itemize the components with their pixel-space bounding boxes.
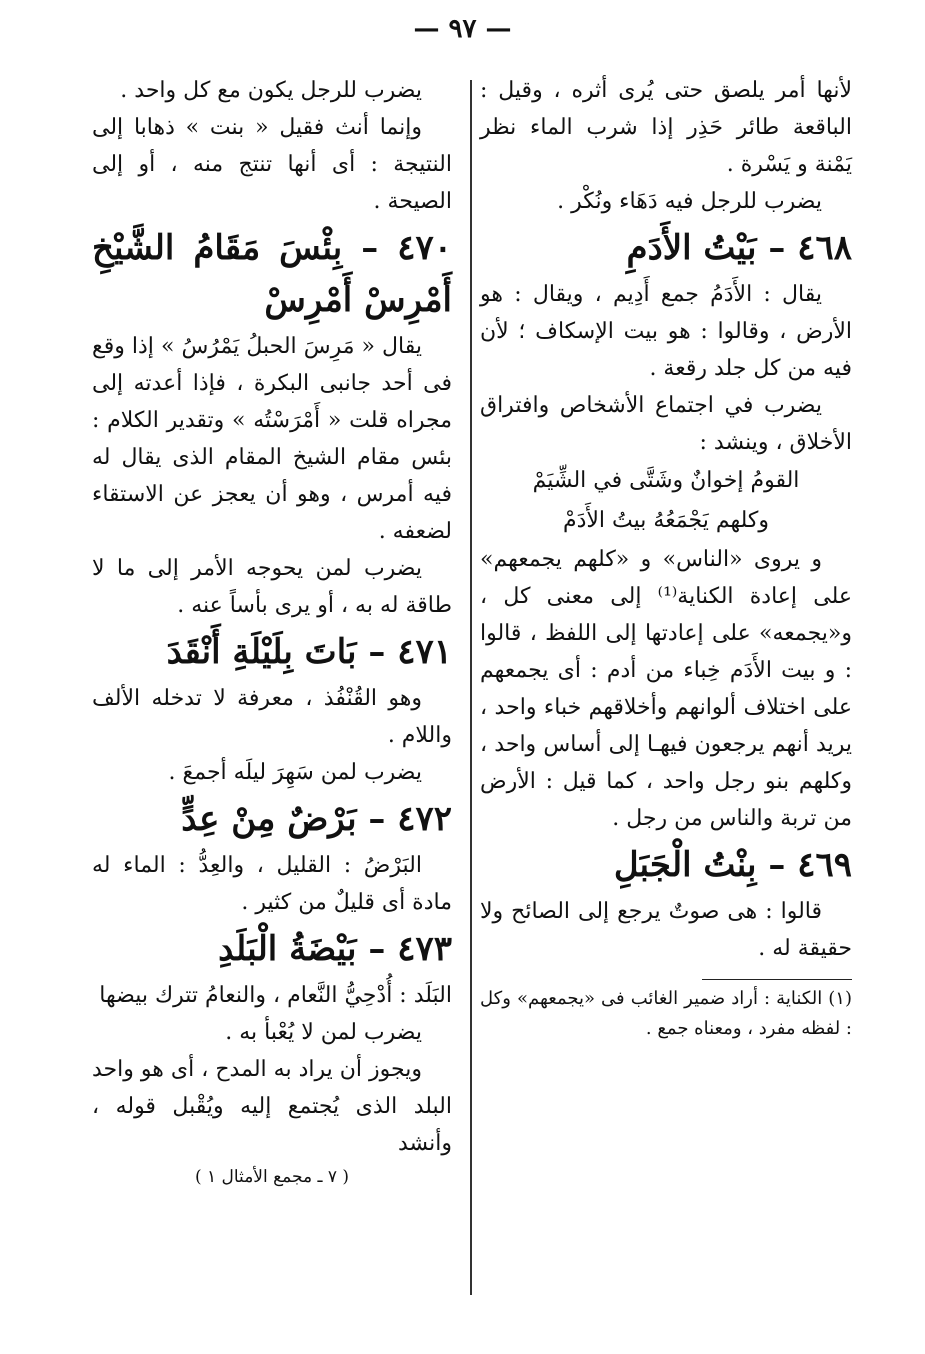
entry-heading-468: ٤٦٨ – بَيْتُ الأَدَمِ bbox=[626, 228, 852, 268]
paragraph: يضرب لمن سَهِرَ ليلَه أجمعَ . bbox=[168, 760, 422, 785]
entry-heading-470: ٤٧٠ – بِئْسَ مَقَامُ الشَّيْخِ أَمْرِسْ أَمْرِسْ bbox=[92, 228, 452, 320]
left-column bbox=[92, 72, 452, 1190]
signature-mark: ( ٧ ـ مجمع الأمثال ١ ) bbox=[194, 1167, 350, 1187]
paragraph: يقال : الأَدَمُ جمع أَدِيم ، ويقال : هو الأرض ، وقالوا : هو بيت الإسكاف ؛ لأن فيه من كل جلد رقعة . bbox=[480, 282, 852, 381]
footnote-rule bbox=[702, 979, 852, 980]
paragraph: يضرب لمن يحوجه الأمر إلى ما لا طاقة له به ، أو يرى بأساً عنه . bbox=[92, 556, 452, 618]
entry-heading-473: ٤٧٣ – بَيْضَةُ الْبَلَدِ bbox=[218, 929, 452, 969]
paragraph: يضرب في اجتماع الأشخاص وافتراق الأخلاق ، وينشد : bbox=[480, 393, 852, 455]
paragraph: البَرْضُ : القليل ، والعِدُّ : الماء له مادة أى قليلٌ من كثير . bbox=[92, 853, 452, 915]
paragraph: البَلَد : أُدْحِيُّ النَّعام ، والنعامُ تترك بيضها bbox=[99, 983, 452, 1008]
paragraph: لأنها أمر يلصق حتى يُرى أثره ، وقيل : الباقعة طائر حَذِر إذا شرب الماء نظر يَمْنة و يَسْرة . bbox=[480, 78, 852, 177]
entry-heading-469: ٤٦٩ – بِنْتُ الْجَبَلِ bbox=[613, 845, 852, 885]
paragraph: ويجوز أن يراد به المدح ، أى هو واحد البلد الذى يُجتمع إليه ويُقْبل قوله ، وأنشد bbox=[92, 1057, 452, 1156]
column-divider bbox=[470, 80, 472, 1295]
entry-heading-471: ٤٧١ – بَاتَ بِلَيْلَةِ أَنْقَدَ bbox=[166, 632, 452, 672]
paragraph: يضرب للرجل فيه دَهَاء ونُكْر . bbox=[557, 189, 822, 214]
paragraph: يقال « مَرِسَ الحبلُ يَمْرُسُ » إذا وقع فى أحد جانبى البكرة ، فإذا أعدته إلى مجراه قلت « أَمْرَسْتُه » وتقدير الكلام : بئس مقام الشيخ المقام الذى يقال له فيه أمرس ، وهو أن يعجز عن الاستقاء لضعفه . bbox=[92, 334, 452, 544]
paragraph: يضرب لمن لا يُعْبأ به . bbox=[225, 1020, 422, 1045]
paragraph: قالوا : هى صوتٌ يرجع إلى الصائح ولا حقيقة له . bbox=[480, 899, 852, 961]
paragraph: يضرب للرجل يكون مع كل واحد . bbox=[120, 78, 422, 103]
page-number: — ٩٧ — bbox=[413, 14, 512, 44]
paragraph: وإنما أنث فقيل « بنت » ذهابا إلى النتيجة : أى أنها تنتج منه ، أو إلى الصيحة . bbox=[92, 115, 452, 214]
verse-line: وكلهم يَجْمَعُهُ بيتُ الأَدَمْ bbox=[562, 508, 770, 533]
paragraph: وهو القُنْفُذ ، معرفة لا تدخله الألف واللام . bbox=[92, 686, 452, 748]
entry-heading-472: ٤٧٢ – بَرْضٌ مِنْ عِدٍّ bbox=[181, 799, 452, 839]
paragraph: و يروى «الناس» و «كلهم يجمعهم» على إعادة الكناية⁽¹⁾ إلى معنى كل ، و«يجمعه» على إعادتها إلى اللفظ ، قالوا : و بيت الأَدَم خِباء من أدم : أى يجمعهم على اختلاف ألوانهم وأخلاقهم خباء واحد ، يريد أنهم يرجعون فيهـا إلى أساس واحد ، وكلهم بنو رجل واحد ، كما قيل : الأرض من تربة والناس من رجل . bbox=[480, 547, 852, 831]
right-column bbox=[480, 72, 852, 1044]
verse-line: القومُ إخوانٌ وشَتَّى في الشِّيَمْ bbox=[532, 468, 800, 493]
footnote: (١) الكناية : أراد ضمير الغائب فى «يجمعهم» وكل : لفظه مفرد ، ومعناه جمع . bbox=[480, 988, 852, 1039]
